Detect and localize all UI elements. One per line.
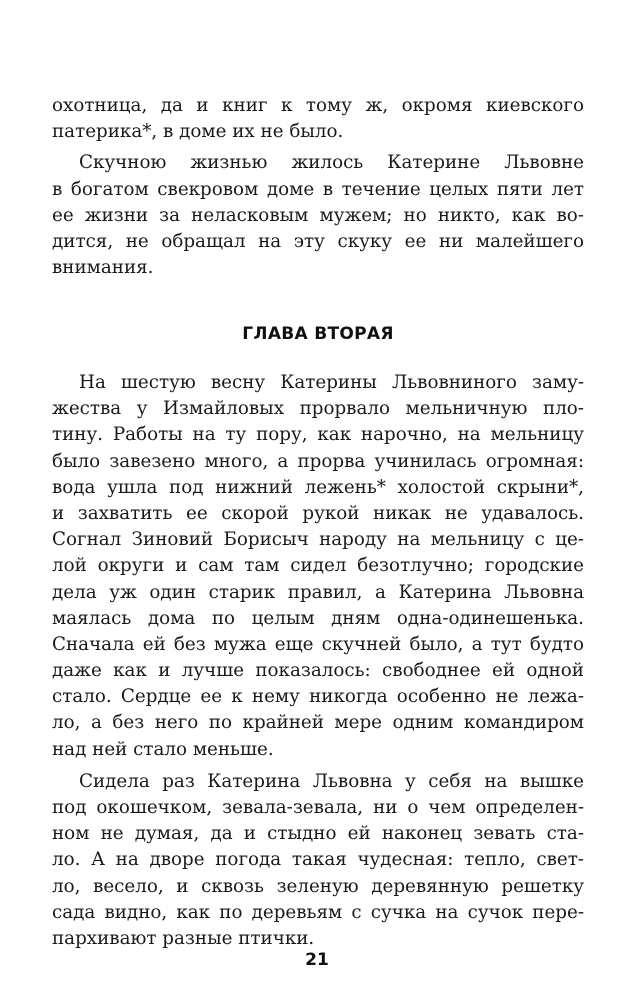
- text-line: и захватить ее скорой рукой никак не удавалось.: [52, 502, 584, 524]
- text-line: ло, весело, и сквозь зеленую деревянную решетку: [52, 875, 584, 897]
- page-number: 21: [305, 950, 329, 970]
- text-line: охотница, да и книг к тому ж, окромя киевского: [52, 95, 584, 116]
- text-line: ло, а без него по крайней мере одним командиром: [52, 712, 584, 734]
- text-line: Скучною жизнью жилось Катерине Львовне: [79, 152, 584, 174]
- text-line: пархивают разные птички.: [52, 927, 315, 949]
- text-line: На шестую весну Катерины Львовниного заму-: [79, 372, 584, 393]
- text-line: Сначала ей без мужа еще скучней было, а тут будто: [52, 633, 584, 655]
- text-line: ном не думая, да и стыдно ей наконец зевать ста-: [52, 823, 584, 845]
- text-line: под окошечком, зевала-зевала, ни о чем определен-: [52, 797, 584, 818]
- book-page: [52, 93, 584, 949]
- text-line: над ней стало меньше.: [52, 738, 274, 760]
- text-line: тину. Работы на ту пору, как нарочно, на мельницу: [52, 424, 584, 446]
- text-line: ло. А на дворе погода такая чудесная: тепло, свет-: [52, 849, 584, 871]
- text-line: сада видно, как по деревьям с сучка на сучок пере-: [52, 901, 584, 923]
- text-line: вода ушла под нижний лежень* холостой скрыни*,: [52, 476, 584, 498]
- text-line: в богатом свекровом доме в течение целых пяти лет: [52, 178, 584, 200]
- text-line: внимания.: [52, 257, 154, 279]
- paragraph: [52, 370, 584, 763]
- text-line: Согнал Зиновий Борисыч народу на мельницу с це-: [52, 529, 584, 551]
- text-line: дела уж один старик правил, а Катерина Львовна: [52, 581, 584, 603]
- text-line: даже как и лучше показалось: свободнее ей одной: [52, 660, 584, 682]
- text-line: ее жизни за неласковым мужем; но никто, как во-: [52, 204, 584, 226]
- text-line: лой округи и сам там сидел безотлучно; городские: [52, 555, 584, 577]
- text-line: маялась дома по целым дням одна-одинешенька.: [52, 607, 584, 629]
- chapter-heading: ГЛАВА ВТОРАЯ: [242, 324, 394, 344]
- paragraph-continuation: [52, 93, 584, 145]
- text-line: Сидела раз Катерина Львовна у себя на вышке: [79, 770, 584, 792]
- text-line: дится, не обращал на эту скуку ее ни малейшего: [52, 230, 584, 252]
- text-line: было завезено много, а прорва учинилась огромная:: [52, 450, 584, 472]
- text-line: стало. Сердце ее к нему никогда особенно не лежа-: [52, 686, 584, 708]
- paragraph: [52, 150, 584, 281]
- paragraph: [52, 769, 584, 952]
- chapter-body: [52, 370, 584, 952]
- text-line: патерика*, в доме их не было.: [52, 121, 344, 143]
- text-line: жества у Измайловых прорвало мельничную пло-: [52, 398, 584, 420]
